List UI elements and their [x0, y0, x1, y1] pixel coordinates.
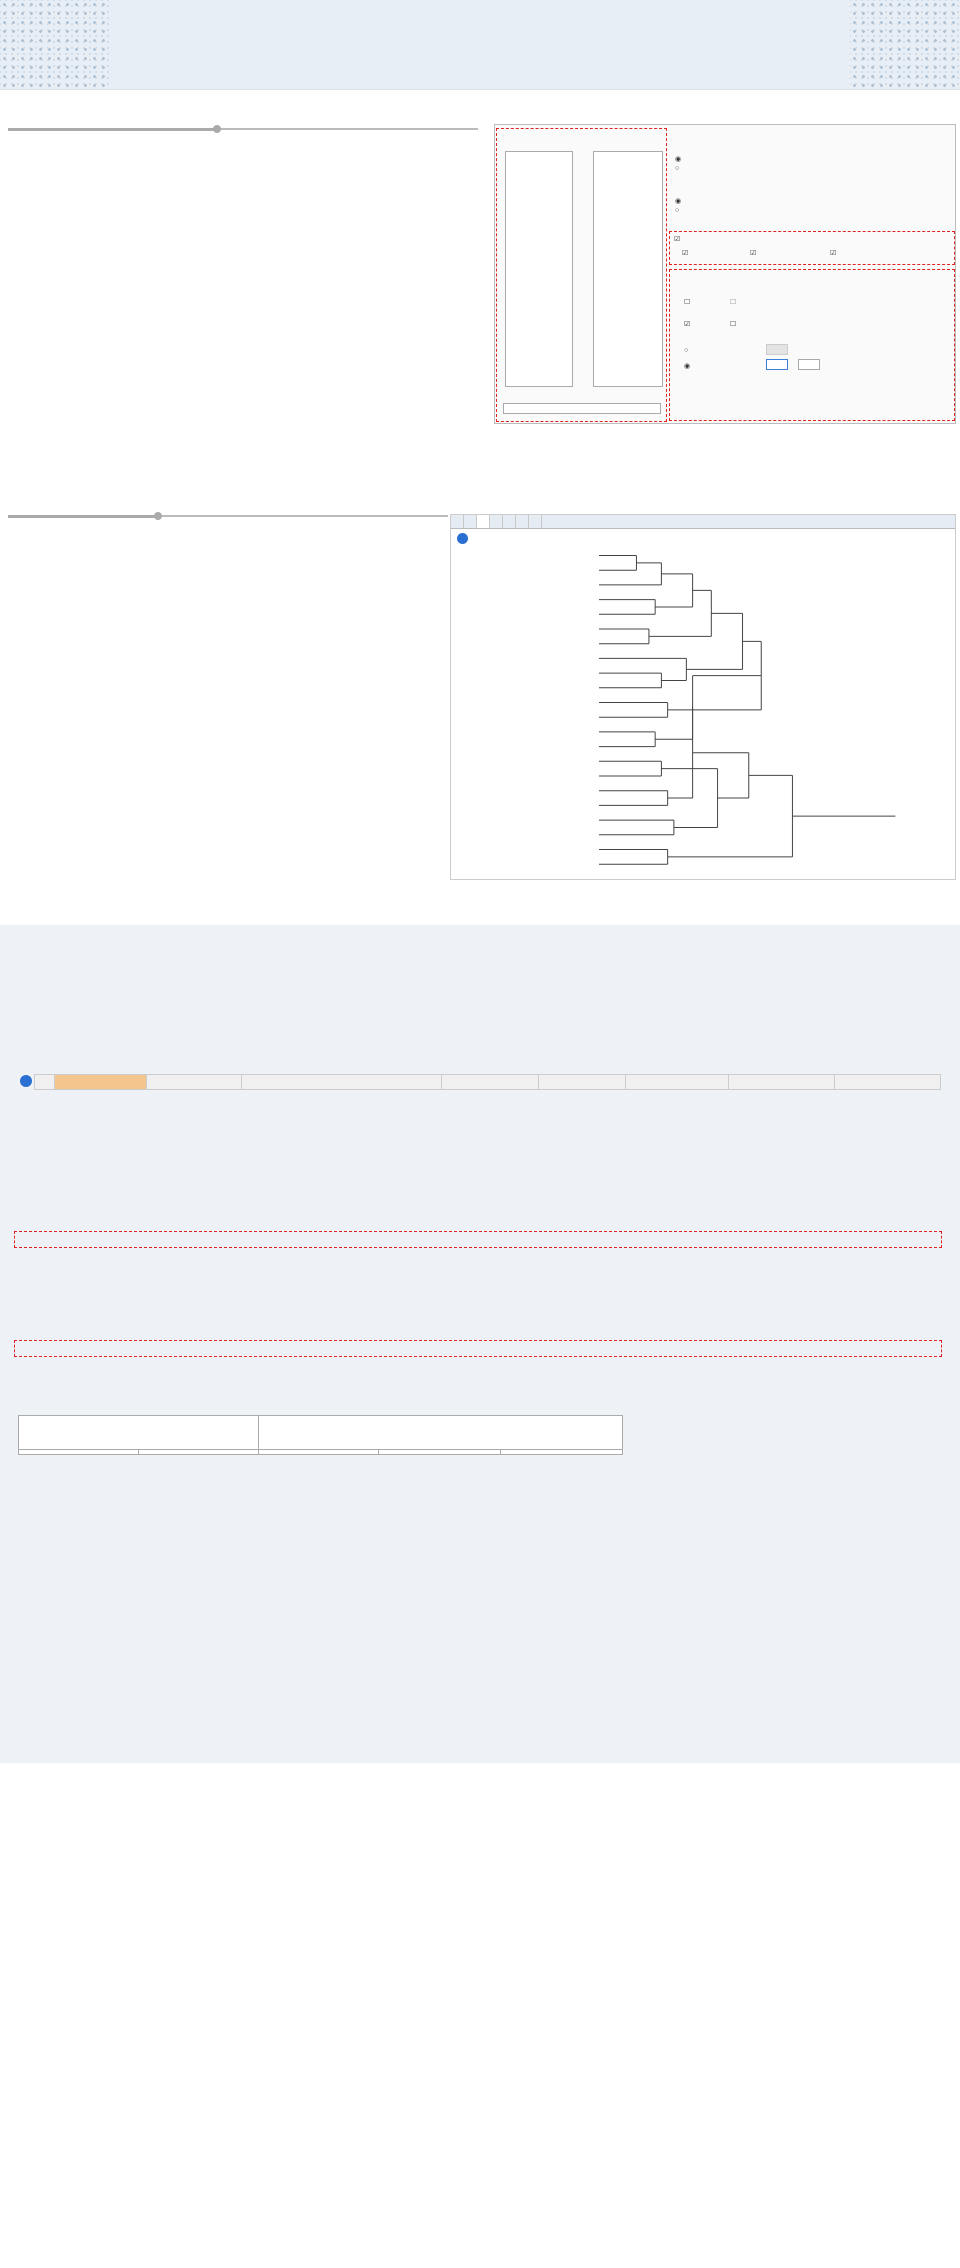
- dendrogram-tree: [451, 515, 957, 881]
- data-name-select[interactable]: [503, 403, 661, 414]
- kmeans-checkbox[interactable]: ☐: [684, 299, 691, 306]
- header-number-of-clusters[interactable]: [55, 1075, 147, 1090]
- banner-decoration-left: [0, 0, 110, 90]
- single-checkbox[interactable]: ☑: [682, 250, 689, 257]
- cluster-comparison-table: [18, 1415, 623, 1455]
- non-hierarchical-panel: [669, 269, 955, 421]
- dendrogram-window: [450, 514, 956, 880]
- standardize-radio[interactable]: ◉: [675, 156, 682, 163]
- kmeans-silhouette-checkbox[interactable]: ☐: [730, 299, 737, 306]
- variables-panel: [496, 128, 667, 422]
- average-checkbox[interactable]: ☑: [830, 250, 837, 257]
- cluster-section-heading: [8, 128, 478, 136]
- results-section-heading: [8, 515, 448, 523]
- euclidean-radio[interactable]: ◉: [675, 198, 682, 205]
- banner-decoration-right: [850, 0, 960, 90]
- all-possible-radio[interactable]: ◉: [684, 363, 691, 370]
- help-icon[interactable]: [20, 1075, 32, 1087]
- no-transform-radio[interactable]: ○: [675, 165, 680, 172]
- from-cluster-field[interactable]: [766, 359, 788, 370]
- available-variables-list[interactable]: [505, 151, 573, 387]
- pam-checkbox[interactable]: ☑: [684, 321, 691, 328]
- header-banner: [0, 0, 960, 90]
- highlight-row-112: [14, 1231, 942, 1248]
- hierarchical-checkbox[interactable]: ☑: [674, 236, 681, 243]
- single-radio[interactable]: ○: [684, 347, 689, 354]
- pam-silhouette-checkbox[interactable]: ☐: [730, 321, 737, 328]
- hierarchical-panel: [669, 231, 955, 265]
- to-cluster-field[interactable]: [798, 359, 820, 370]
- single-count-field[interactable]: [766, 344, 788, 355]
- highlight-row-586: [14, 1340, 942, 1357]
- analysis-dialog: [494, 124, 956, 424]
- complete-checkbox[interactable]: ☑: [750, 250, 757, 257]
- steps-list: [4, 182, 474, 191]
- selected-variables-list[interactable]: [593, 151, 663, 387]
- all-possible-table-top: [34, 1074, 941, 1090]
- manhattan-radio[interactable]: ○: [675, 207, 680, 214]
